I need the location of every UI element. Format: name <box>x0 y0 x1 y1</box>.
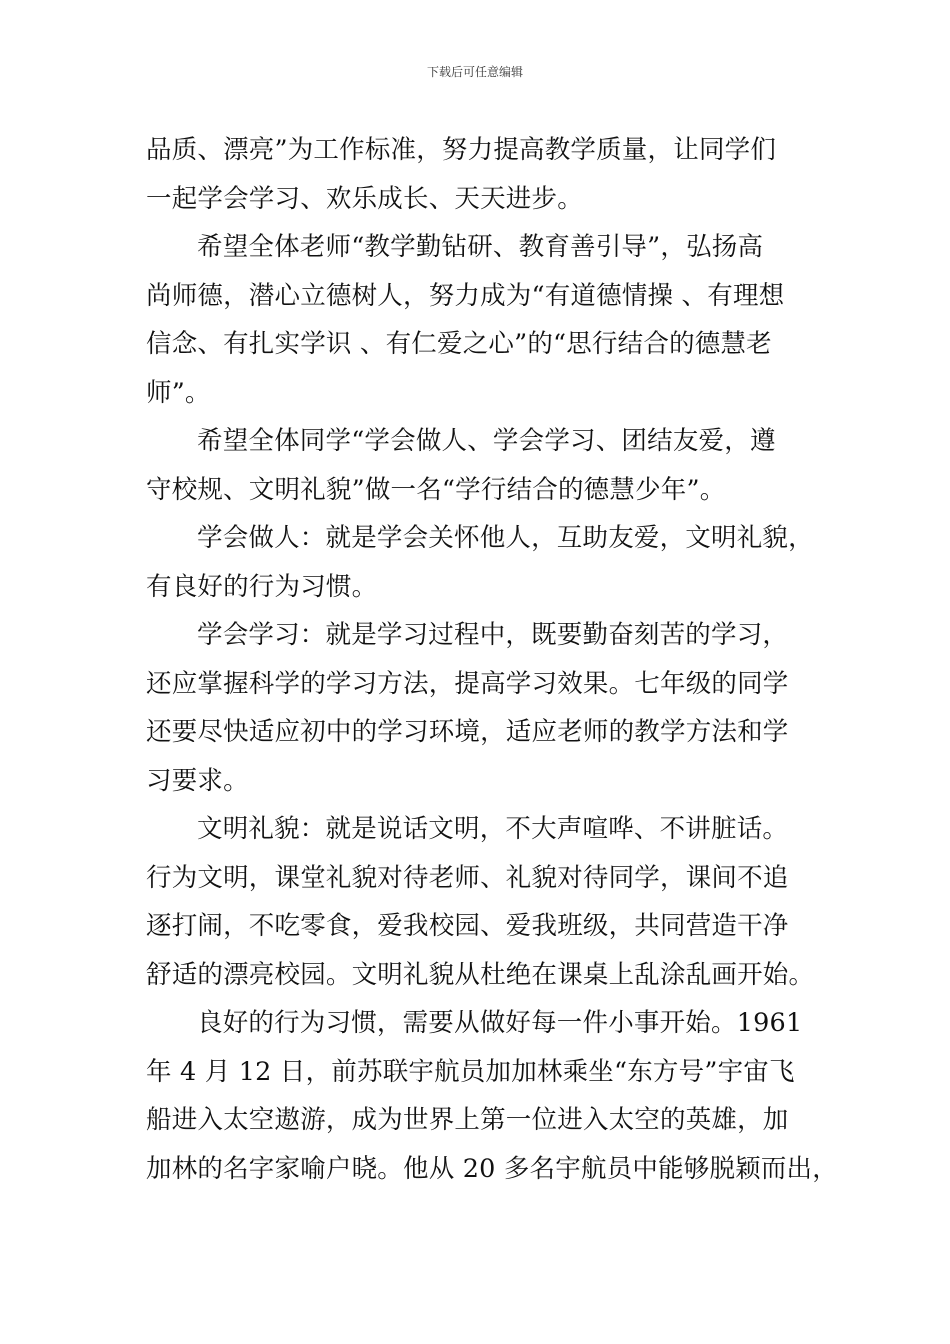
text-line: 文明礼貌：就是说话文明，不大声喧哗、不讲脏话。 <box>197 814 789 844</box>
text-line: 有良好的行为习惯。 <box>146 571 378 602</box>
text-line: 品质、漂亮”为工作标准，努力提高教学质量，让同学们 <box>146 135 777 165</box>
text-line: 希望全体老师“教学勤钻研、教育善引导”，弘扬高 <box>197 232 764 262</box>
text-line: 加林的名字家喻户晓。他从 20 多名宇航员中能够脱颖而出， <box>146 1153 838 1184</box>
paragraph-6 <box>146 805 826 999</box>
document-body <box>146 126 838 1193</box>
paragraph-1 <box>146 126 826 223</box>
text-line: 守校规、文明礼貌”做一名“学行结合的德慧少年”。 <box>146 474 726 505</box>
text-line: 一起学会学习、欢乐成长、天天进步。 <box>146 183 583 214</box>
paragraph-5 <box>146 611 826 805</box>
text-line: 行为文明，课堂礼貌对待老师、礼貌对待同学，课间不追 <box>146 862 789 893</box>
paragraph-4 <box>146 514 826 611</box>
text-line: 舒适的漂亮校园。文明礼貌从杜绝在课桌上乱涂乱画开始。 <box>146 959 815 990</box>
text-line: 习要求。 <box>146 765 249 796</box>
page-header: 下载后可任意编辑 <box>426 65 523 79</box>
text-line: 希望全体同学“学会做人、学会学习、团结友爱，遵 <box>197 426 776 456</box>
paragraph-3 <box>146 417 826 514</box>
text-line: 还要尽快适应初中的学习环境，适应老师的教学方法和学 <box>146 717 789 747</box>
text-line: 逐打闹，不吃零食，爱我校园、爱我班级，共同营造干净 <box>146 911 789 941</box>
text-line: 良好的行为习惯，需要从做好每一件小事开始。1961 <box>197 1008 803 1038</box>
text-line: 学会学习：就是学习过程中，既要勤奋刻苦的学习， <box>197 620 789 650</box>
text-line: 还应掌握科学的学习方法，提高学习效果。七年级的同学 <box>146 668 789 699</box>
text-line: 船进入太空遨游，成为世界上第一位进入太空的英雄，加 <box>146 1105 789 1135</box>
paragraph-7 <box>146 999 838 1193</box>
text-line: 信念、有扎实学识 、有仁爱之心”的“思行结合的德慧老 <box>146 329 772 359</box>
text-line: 学会做人：就是学会关怀他人，互助友爱，文明礼貌， <box>197 523 814 553</box>
text-line: 尚师德，潜心立德树人，努力成为“有道德情操 、有理想 <box>146 280 785 311</box>
text-line: 年 4 月 12 日，前苏联宇航员加加林乘坐“东方号”宇宙飞 <box>146 1056 795 1087</box>
text-line: 师”。 <box>146 377 211 408</box>
paragraph-2 <box>146 223 826 417</box>
